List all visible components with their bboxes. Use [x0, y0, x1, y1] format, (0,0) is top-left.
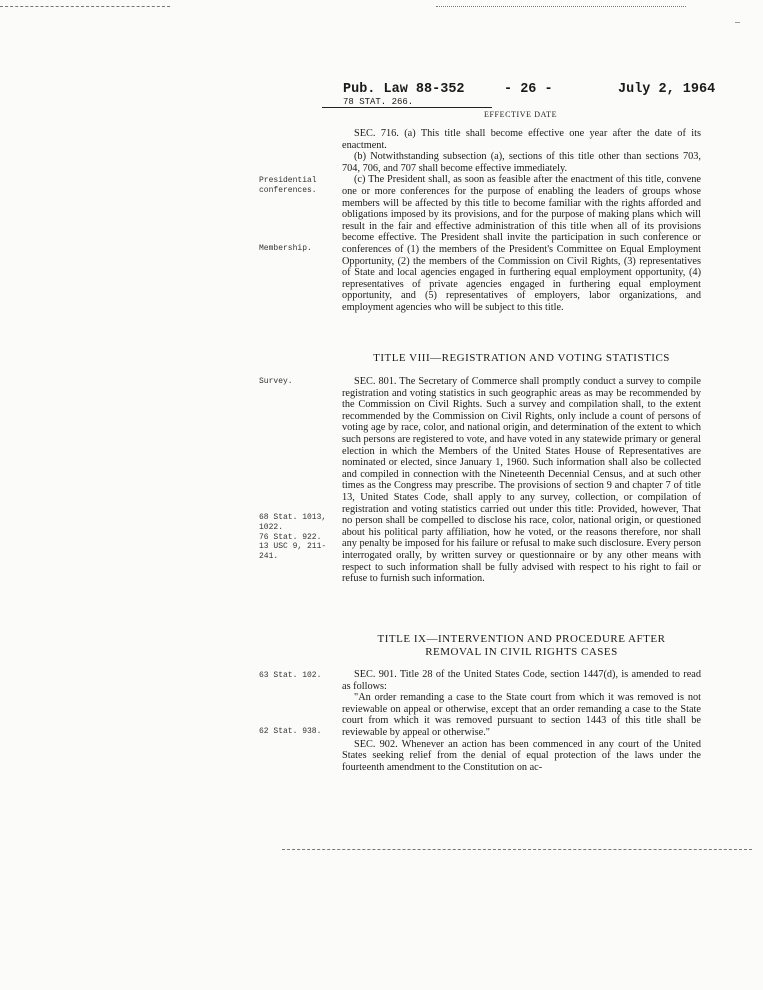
section-801 [342, 376, 701, 585]
title-ix-heading-line-1: TITLE IX—INTERVENTION AND PROCEDURE AFTER [377, 633, 666, 645]
paragraph: "An order remanding a case to the State court from which it was removed is not reviewable on appeal or otherwise, except that an order remanding a case to the State court from which it was removed pursuant to section 1443 of this title shall be reviewable by appeal or otherwise." [342, 692, 701, 738]
title-ix-heading-line-2: REMOVAL IN CIVIL RIGHTS CASES [425, 646, 618, 658]
paragraph: SEC. 801. The Secretary of Commerce shall promptly conduct a survey to compile registration and voting statistics in such geographic areas as may be recommended by the Commission on Civil Rights. Such a survey and compilation shall, to the extent recommended by the Commission on Civil Rights, only include a count of persons of voting age by race, color, and national origin, and determination of the extent to which such persons are registered to vote, and have voted in any statewide primary or general election in which the Members of the United States House of Representatives are nominated or elected, since January 1, 1960. Such information shall also be collected and compiled in connection with the Nineteenth Decennial Census, and at such other times as the Congress may prescribe. The provisions of section 9 and chapter 7 of title 13, United States Code, shall apply to any survey, collection, or compilation of registration and voting statistics carried out under this title: Provided, however, That no person shall be compelled to disclose his race, color, national origin, or questioned about his political party affiliation, how he voted, or the reasons therefore, nor shall any penalty be imposed for his failure or refusal to make such disclosure. Every person interrogated orally, by written survey or questionnaire or by any other means with respect to such information shall be fully advised with respect to his right to fail or refuse to furnish such information. [342, 376, 701, 585]
public-law-number: Pub. Law 88-352 [343, 82, 465, 97]
margin-note-62-stat: 62 Stat. 938. [259, 727, 322, 736]
section-901-902 [342, 669, 701, 773]
header-rule [322, 107, 492, 108]
paragraph: (c) The President shall, as soon as feasible after the enactment of this title, convene one or more conferences for the purpose of enabling the leaders of groups whose members will be affected by this title to become familiar with the rights afforded and obligations imposed by its provisions, and for the purpose of making plans which will result in the fair and effective administration of this title when all of its provisions become effective. The President shall invite the participation in such conference or conferences of (1) the members of the President's Committee on Equal Employment Opportunity, (2) the members of the Commission on Civil Rights, (3) representatives of State and local agencies engaged in furthering equal employment opportunity, (4) representatives of private agencies engaged in furthering equal employment opportunity, and (5) representatives of employers, labor organizations, and employment agencies who will be subject to this title. [342, 174, 701, 313]
scan-artifact-top-right [436, 6, 686, 7]
margin-note-stat-references: 68 Stat. 1013, 1022. 76 Stat. 922. 13 USC 9, 211- 241. [259, 513, 327, 562]
paragraph: SEC. 716. (a) This title shall become effective one year after the date of its enactment. [342, 128, 701, 151]
scan-mark [735, 22, 740, 23]
scan-artifact-top [0, 6, 170, 7]
paragraph: (b) Notwithstanding subsection (a), sections of this title other than sections 703, 704, 706, and 707 shall become effective immediately. [342, 151, 701, 174]
title-ix-heading [342, 633, 701, 659]
margin-note-63-stat: 63 Stat. 102. [259, 671, 322, 680]
paragraph: SEC. 902. Whenever an action has been commenced in any court of the United States seeking relief from the denial of equal protection of the laws under the fourteenth amendment to the Constitution on ac- [342, 738, 701, 773]
title-viii-heading: TITLE VIII—REGISTRATION AND VOTING STATISTICS [373, 352, 670, 364]
enactment-date: July 2, 1964 [618, 82, 716, 97]
margin-note-membership: Membership. [259, 244, 312, 253]
effective-date-heading: EFFECTIVE DATE [484, 110, 558, 119]
scan-artifact-bottom [282, 849, 752, 850]
statute-reference: 78 STAT. 266. [343, 97, 414, 107]
margin-note-survey: Survey. [259, 377, 293, 386]
paragraph: SEC. 901. Title 28 of the United States Code, section 1447(d), is amended to read as follows: [342, 669, 701, 692]
page-number: - 26 - [504, 82, 553, 97]
margin-note-presidential-conferences: Presidential conferences. [259, 176, 317, 195]
section-716 [342, 128, 701, 314]
